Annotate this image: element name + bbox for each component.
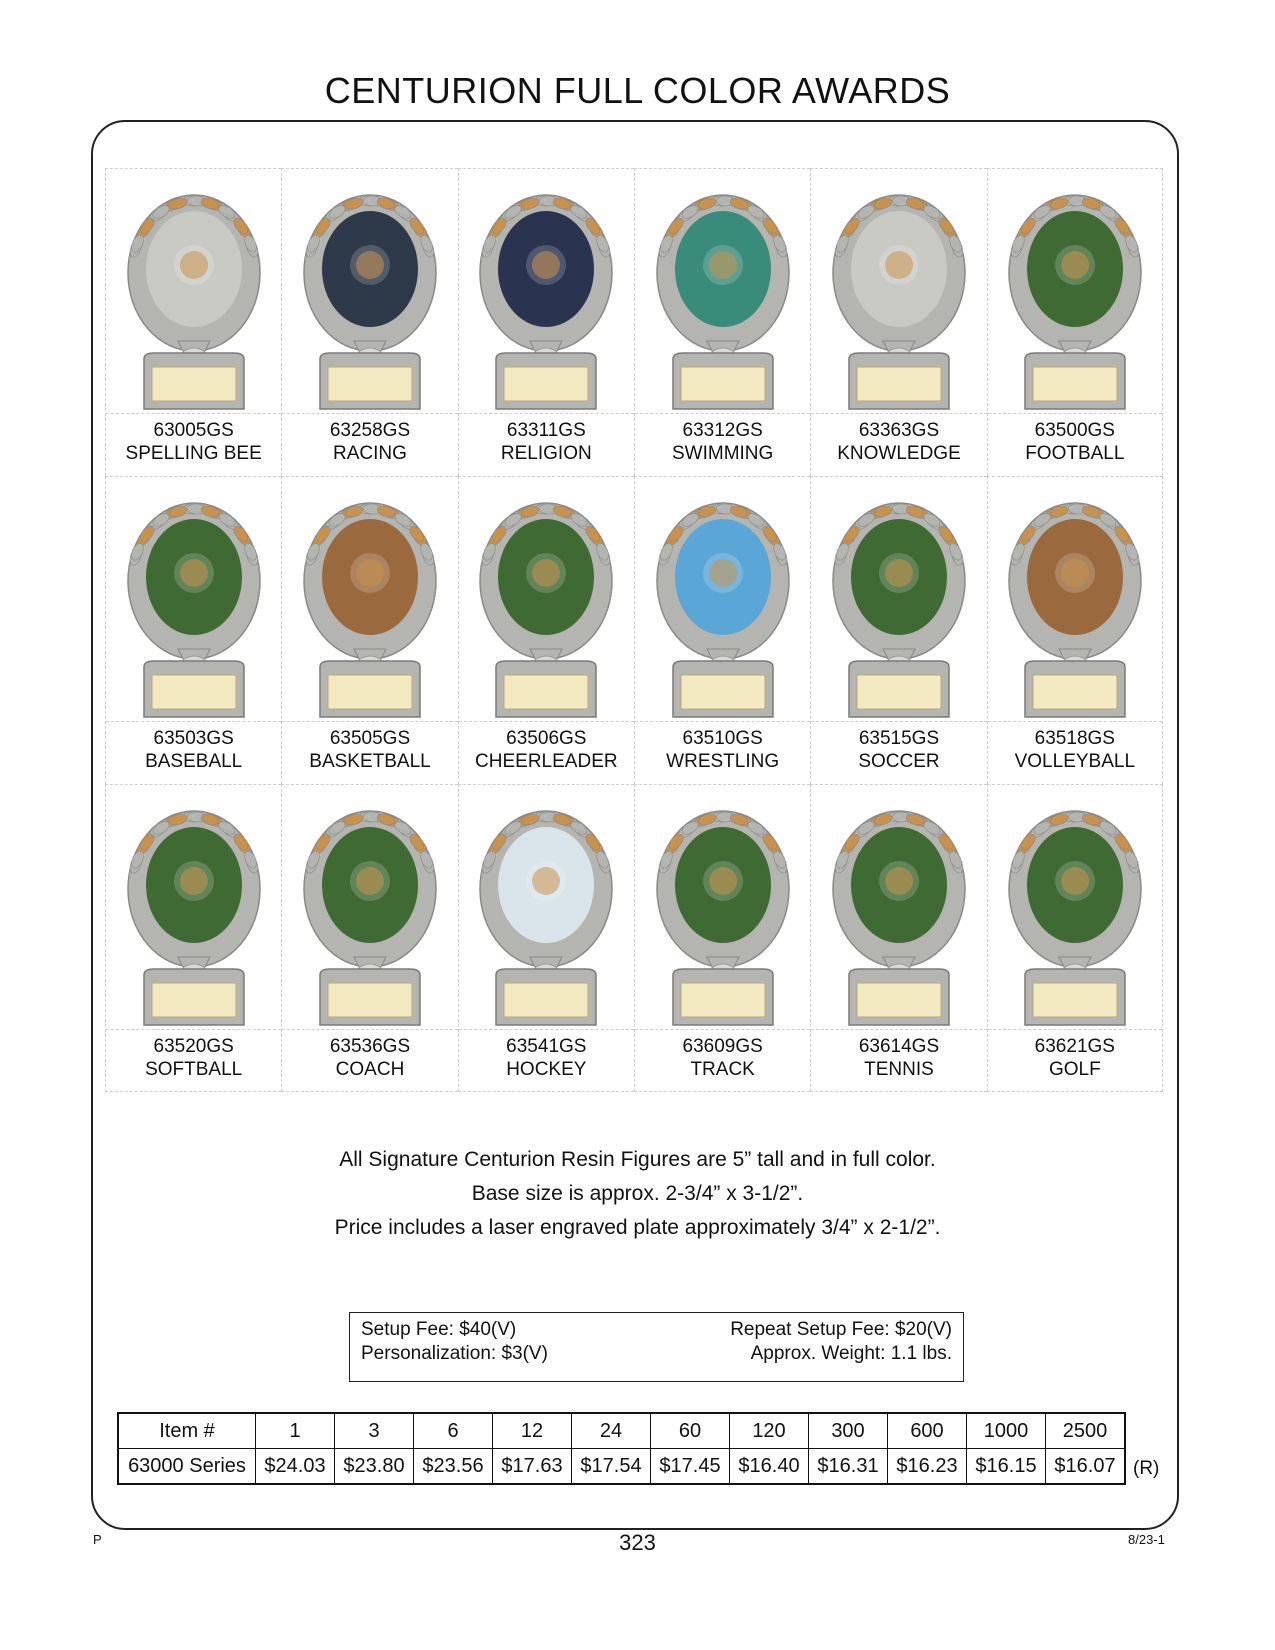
- award-caption: [106, 413, 281, 465]
- item-number: 63541GS: [506, 1036, 587, 1057]
- award-name: HOCKEY: [506, 1059, 587, 1080]
- coach-cap-icon: [356, 867, 384, 895]
- golf-bag-icon: [1061, 867, 1089, 895]
- item-number: 63621GS: [1034, 1036, 1115, 1057]
- award-caption: [635, 413, 810, 465]
- award-figure: [114, 173, 274, 413]
- award-caption: [811, 721, 986, 773]
- price-cell: $16.15: [967, 1449, 1046, 1485]
- stopwatch-icon: [709, 251, 737, 279]
- award-card: [105, 476, 281, 784]
- award-name: BASEBALL: [145, 751, 243, 772]
- fee-box: [349, 1312, 964, 1382]
- price-cell: $24.03: [256, 1449, 335, 1485]
- award-caption: [459, 721, 634, 773]
- basketball-icon: [356, 559, 384, 587]
- item-number: 63520GS: [153, 1036, 234, 1057]
- revision-date: 8/23-1: [1128, 1532, 1165, 1547]
- award-figure: [995, 481, 1155, 721]
- page-number: 323: [619, 1530, 656, 1555]
- item-number: 63500GS: [1034, 420, 1115, 441]
- price-cell: $16.07: [1046, 1449, 1126, 1485]
- award-card: [810, 476, 986, 784]
- item-number: 63518GS: [1034, 728, 1115, 749]
- item-number: 63609GS: [682, 1036, 763, 1057]
- r-mark: (R): [1133, 1458, 1160, 1479]
- quantity-cell: 24: [572, 1413, 651, 1449]
- price-cell: $16.31: [809, 1449, 888, 1485]
- award-name: TENNIS: [864, 1059, 934, 1080]
- award-caption: [988, 1029, 1162, 1081]
- item-number: 63258GS: [329, 420, 411, 441]
- football-icon: [1061, 251, 1089, 279]
- item-number: 63311GS: [506, 420, 586, 441]
- award-name: RELIGION: [500, 443, 592, 464]
- award-card: [987, 784, 1163, 1092]
- award-name: KNOWLEDGE: [837, 443, 961, 464]
- softball-icon: [180, 867, 208, 895]
- award-card: [634, 476, 810, 784]
- award-caption: [282, 413, 457, 465]
- personalization-fee: Personalization: $3(V): [361, 1343, 548, 1364]
- award-caption: [459, 1029, 634, 1081]
- award-card: [105, 168, 281, 476]
- setup-fee: Setup Fee: $40(V): [361, 1319, 517, 1340]
- award-caption: [988, 413, 1162, 465]
- award-figure: [819, 481, 979, 721]
- quantity-cell: 2500: [1046, 1413, 1126, 1449]
- award-caption: [106, 1029, 281, 1081]
- award-card: [634, 784, 810, 1092]
- award-card: [458, 784, 634, 1092]
- award-caption: [635, 1029, 810, 1081]
- award-card: [105, 784, 281, 1092]
- award-card: [987, 168, 1163, 476]
- award-caption: [282, 721, 457, 773]
- award-figure: [643, 173, 803, 413]
- megaphone-icon: [532, 559, 560, 587]
- award-name: FOOTBALL: [1025, 443, 1125, 464]
- baseball-icon: [180, 559, 208, 587]
- quantity-cell: 600: [888, 1413, 967, 1449]
- item-number: 63614GS: [858, 1036, 940, 1057]
- award-figure: [466, 173, 626, 413]
- item-number: 63515GS: [858, 728, 940, 749]
- quantity-row: [118, 1413, 1125, 1449]
- award-name: SWIMMING: [671, 443, 774, 464]
- note-line: Price includes a laser engraved plate approximately 3/4” x 2-1/2”.: [334, 1216, 941, 1239]
- award-caption: [282, 1029, 457, 1081]
- award-caption: [811, 413, 986, 465]
- hockey-stick-icon: [532, 867, 560, 895]
- quantity-cell: 12: [493, 1413, 572, 1449]
- bee-icon: [180, 251, 208, 279]
- award-card: [458, 168, 634, 476]
- award-figure: [819, 173, 979, 413]
- award-figure: [114, 481, 274, 721]
- award-caption: [635, 721, 810, 773]
- quantity-cell: 1: [256, 1413, 335, 1449]
- award-figure: [466, 481, 626, 721]
- award-figure: [290, 789, 450, 1029]
- quantity-cell: 3: [335, 1413, 414, 1449]
- soccer-ball-icon: [885, 559, 913, 587]
- price-cell: $16.40: [730, 1449, 809, 1485]
- footer-code: P: [93, 1532, 102, 1547]
- award-card: [810, 168, 986, 476]
- award-card: [987, 476, 1163, 784]
- quantity-cell: 1000: [967, 1413, 1046, 1449]
- award-name: BASKETBALL: [309, 751, 431, 772]
- award-card: [281, 784, 457, 1092]
- repeat-setup-fee: Repeat Setup Fee: $20(V): [730, 1319, 952, 1340]
- note-line: All Signature Centurion Resin Figures are 5” tall and in full color.: [339, 1148, 936, 1171]
- quantity-cell: 120: [730, 1413, 809, 1449]
- price-table: [117, 1412, 1126, 1485]
- award-figure: [290, 173, 450, 413]
- award-name: SOFTBALL: [145, 1059, 243, 1080]
- award-figure: [114, 789, 274, 1029]
- quantity-cell: 300: [809, 1413, 888, 1449]
- price-cell: $17.54: [572, 1449, 651, 1485]
- award-figure: [995, 789, 1155, 1029]
- volleyball-icon: [1061, 559, 1089, 587]
- award-name: SOCCER: [858, 751, 940, 772]
- tennis-ball-icon: [885, 867, 913, 895]
- running-shoe-icon: [709, 867, 737, 895]
- award-name: WRESTLING: [666, 751, 780, 772]
- item-number: 63506GS: [506, 728, 587, 749]
- approx-weight: Approx. Weight: 1.1 lbs.: [750, 1343, 952, 1364]
- award-name: SPELLING BEE: [125, 443, 262, 464]
- award-caption: [811, 1029, 986, 1081]
- award-name: COACH: [335, 1059, 405, 1080]
- item-header: Item #: [118, 1413, 256, 1449]
- award-grid: [105, 168, 1163, 1092]
- award-name: GOLF: [1048, 1059, 1101, 1080]
- award-caption: [106, 721, 281, 773]
- award-name: VOLLEYBALL: [1014, 751, 1136, 772]
- lamp-icon: [885, 251, 913, 279]
- item-number: 63005GS: [153, 420, 234, 441]
- award-name: RACING: [333, 443, 407, 464]
- price-cell: $16.23: [888, 1449, 967, 1485]
- award-caption: [459, 413, 634, 465]
- award-caption: [988, 721, 1162, 773]
- item-number: 63503GS: [153, 728, 234, 749]
- item-number: 63510GS: [682, 728, 763, 749]
- series-label: 63000 Series: [118, 1449, 256, 1485]
- award-figure: [643, 481, 803, 721]
- price-cell: $17.63: [493, 1449, 572, 1485]
- award-card: [281, 168, 457, 476]
- award-figure: [995, 173, 1155, 413]
- award-figure: [819, 789, 979, 1029]
- award-name: TRACK: [690, 1059, 755, 1080]
- price-cell: $23.56: [414, 1449, 493, 1485]
- item-number: 63505GS: [329, 728, 411, 749]
- award-card: [458, 476, 634, 784]
- award-figure: [290, 481, 450, 721]
- checkered-flag-icon: [356, 251, 384, 279]
- note-line: Base size is approx. 2-3/4” x 3-1/2”.: [471, 1182, 804, 1205]
- award-figure: [466, 789, 626, 1029]
- award-figure: [643, 789, 803, 1029]
- item-number: 63536GS: [329, 1036, 411, 1057]
- award-card: [281, 476, 457, 784]
- item-number: 63312GS: [682, 420, 763, 441]
- award-card: [810, 784, 986, 1092]
- quantity-cell: 6: [414, 1413, 493, 1449]
- product-notes: [0, 1143, 1275, 1245]
- award-card: [634, 168, 810, 476]
- price-cell: $17.45: [651, 1449, 730, 1485]
- wrestling-shoe-icon: [709, 559, 737, 587]
- page-title: CENTURION FULL COLOR AWARDS: [324, 70, 951, 111]
- price-cell: $23.80: [335, 1449, 414, 1485]
- item-number: 63363GS: [858, 420, 940, 441]
- quantity-cell: 60: [651, 1413, 730, 1449]
- price-row: [118, 1449, 1125, 1485]
- award-name: CHEERLEADER: [475, 751, 618, 772]
- cross-icon: [532, 251, 560, 279]
